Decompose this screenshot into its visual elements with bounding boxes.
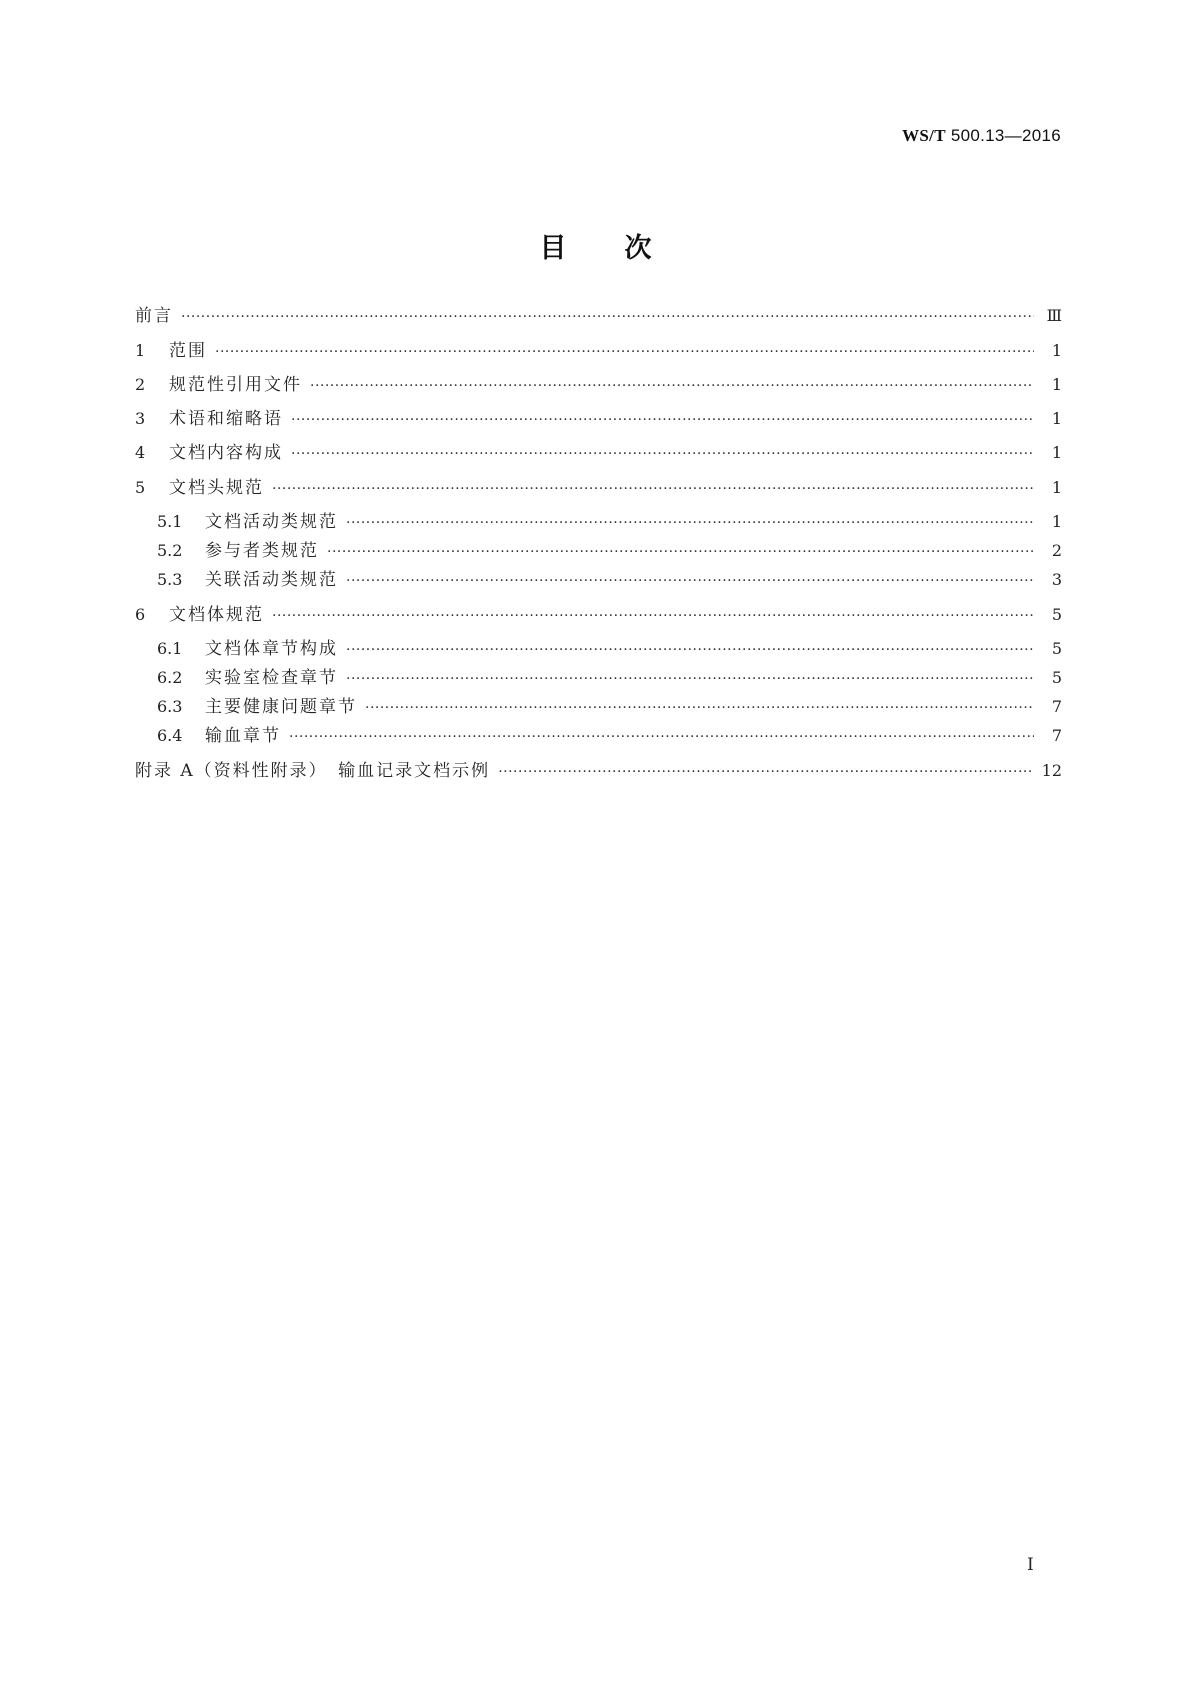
toc-entry-5-3[interactable] [135, 568, 1062, 592]
toc-entry-5[interactable] [135, 476, 1062, 500]
toc-entry-page: 2 [1051, 541, 1062, 560]
toc-leader-dots [310, 374, 1034, 398]
toc-entry-number: 4 [135, 443, 146, 462]
toc-entry-label: 输血章节 [205, 726, 281, 746]
toc-entry-label: 文档内容构成 [169, 443, 283, 463]
toc-entry-label: 参与者类规范 [205, 541, 319, 561]
standard-prefix: WS/T [902, 126, 946, 145]
toc-entry-label: 关联活动类规范 [205, 570, 338, 590]
toc-entry-6[interactable] [135, 603, 1062, 627]
toc-entry-label: 文档头规范 [169, 478, 264, 498]
toc-entry-6-1[interactable] [135, 637, 1062, 661]
toc-leader-dots [215, 340, 1034, 364]
toc-entry-label: 规范性引用文件 [169, 375, 302, 395]
toc-leader-dots [346, 638, 1034, 662]
toc-entry-page: 3 [1051, 570, 1062, 589]
toc-entry-1[interactable] [135, 339, 1062, 363]
toc-entry-label: 文档体章节构成 [205, 639, 338, 659]
toc-leader-dots [346, 569, 1034, 593]
toc-entry-6-2[interactable] [135, 666, 1062, 690]
toc-entry-page: 5 [1051, 668, 1062, 687]
toc-entry-2[interactable] [135, 373, 1062, 397]
toc-entry-page: 7 [1051, 697, 1062, 716]
toc-entry-number: 6 [135, 605, 146, 624]
toc-leader-dots [272, 604, 1034, 628]
toc-entry-label: 文档体规范 [169, 605, 264, 625]
toc-entry-3[interactable] [135, 407, 1062, 431]
toc-entry-number: 6.2 [157, 668, 183, 687]
toc-leader-dots [365, 696, 1034, 720]
toc-entry-number: 2 [135, 375, 146, 394]
toc-entry-label: 前言 [135, 306, 173, 326]
toc-entry-4[interactable] [135, 441, 1062, 465]
toc-entry-number: 5.1 [157, 512, 183, 531]
toc-entry-number: 6.3 [157, 697, 183, 716]
toc-leader-dots [498, 760, 1033, 784]
standard-code [902, 126, 1061, 146]
toc-entry-page: 1 [1051, 443, 1062, 462]
page-title: 目次 [539, 233, 710, 264]
toc-entry-label: 附录 A（资料性附录） 输血记录文档示例 [135, 761, 491, 781]
toc-entry-page: 1 [1051, 375, 1062, 394]
toc-entry-page: 1 [1051, 341, 1062, 360]
toc-entry-number: 5 [135, 478, 146, 497]
toc-entry-page: 5 [1051, 605, 1062, 624]
toc-leader-dots [181, 305, 1034, 329]
standard-number: 500.13—2016 [950, 126, 1061, 145]
toc-entry-appendix-a[interactable] [135, 759, 1062, 783]
toc-entry-number: 6.1 [157, 639, 183, 658]
toc-entry-page: 5 [1051, 639, 1062, 658]
toc-entry-label: 主要健康问题章节 [205, 697, 357, 717]
toc-entry-label: 文档活动类规范 [205, 512, 338, 532]
toc-entry-5-1[interactable] [135, 510, 1062, 534]
toc-entry-5-2[interactable] [135, 539, 1062, 563]
toc-leader-dots [346, 511, 1034, 535]
toc-leader-dots [272, 477, 1034, 501]
toc-entry-page: 1 [1051, 512, 1062, 531]
toc-entry-number: 5.3 [157, 570, 183, 589]
toc-entry-label: 实验室检查章节 [205, 668, 338, 688]
toc-entry-page: 1 [1051, 478, 1062, 497]
toc-entry-page: 7 [1051, 726, 1062, 745]
toc-entry-label: 术语和缩略语 [169, 409, 283, 429]
toc-entry-number: 3 [135, 409, 146, 428]
toc-leader-dots [291, 408, 1034, 432]
toc-leader-dots [327, 540, 1034, 564]
toc-entry-number: 1 [135, 341, 146, 360]
toc-entry-6-4[interactable] [135, 724, 1062, 748]
toc-leader-dots [289, 725, 1034, 749]
toc-leader-dots [346, 667, 1034, 691]
toc-entry-6-3[interactable] [135, 695, 1062, 719]
toc-entry-number: 6.4 [157, 726, 183, 745]
toc-entry-page: 1 [1051, 409, 1062, 428]
page-number: Ⅰ [1027, 1555, 1034, 1575]
toc-leader-dots [291, 442, 1034, 466]
toc-entry-preface[interactable] [135, 304, 1062, 328]
toc-entry-page: Ⅲ [1046, 306, 1062, 325]
toc-entry-label: 范围 [169, 341, 207, 361]
toc-entry-page: 12 [1041, 761, 1062, 780]
toc-entry-number: 5.2 [157, 541, 183, 560]
